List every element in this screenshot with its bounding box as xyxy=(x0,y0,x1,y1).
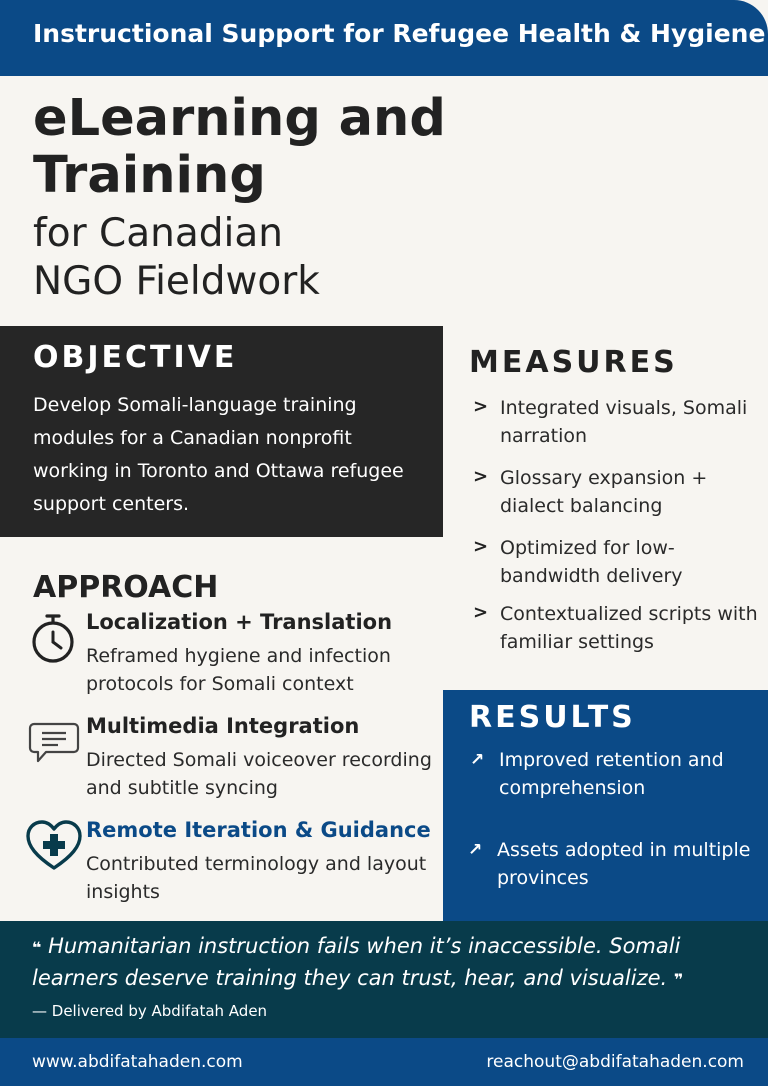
email-link[interactable]: reachout@abdifatahaden.com xyxy=(486,1052,744,1072)
approach-item-desc: Directed Somali voiceover recording and subtitle syncing xyxy=(86,749,432,799)
results-panel xyxy=(443,690,768,921)
page-subtitle-line1: for Canadian xyxy=(33,211,283,256)
chevron-right-icon: > xyxy=(473,466,489,487)
stopwatch-icon xyxy=(26,610,82,666)
objective-panel xyxy=(0,326,443,537)
objective-heading: OBJECTIVE xyxy=(33,340,238,375)
approach-item-title: Remote Iteration & Guidance xyxy=(86,818,431,842)
measures-item-text: Glossary expansion + dialect balancing xyxy=(500,467,708,517)
measures-item-text: Optimized for low-bandwidth delivery xyxy=(500,537,683,587)
page-subtitle-line2: NGO Fieldwork xyxy=(33,259,320,304)
measures-heading: MEASURES xyxy=(469,345,678,380)
footer xyxy=(0,1038,768,1086)
website-link[interactable]: www.abdifatahaden.com xyxy=(32,1052,243,1072)
approach-heading: APPROACH xyxy=(33,570,219,605)
heart-plus-icon xyxy=(26,818,82,874)
banner-title: Instructional Support for Refugee Health & Hygiene xyxy=(33,19,766,48)
measures-item-text: Contextualized scripts with familiar settings xyxy=(500,603,758,653)
chevron-right-icon: > xyxy=(473,602,489,623)
chevron-right-icon: > xyxy=(473,396,489,417)
approach-item-desc: Reframed hygiene and infection protocols for Somali context xyxy=(86,645,391,695)
objective-text: Develop Somali-language training modules for a Canadian nonprofit working in Toronto and Ottawa refugee support centers. xyxy=(33,394,404,515)
arrow-up-right-icon: ↗ xyxy=(470,750,485,770)
chevron-right-icon: > xyxy=(473,536,489,557)
approach-item-title: Multimedia Integration xyxy=(86,714,360,738)
open-quote-icon: ❝ xyxy=(32,938,42,957)
results-heading: RESULTS xyxy=(469,700,636,735)
close-quote-icon: ❞ xyxy=(673,970,684,989)
page-title xyxy=(33,90,446,204)
page-subtitle xyxy=(33,210,320,306)
chat-bubble-icon xyxy=(26,714,82,770)
results-item-text: Assets adopted in multiple provinces xyxy=(497,839,751,889)
quote-attribution: — Delivered by Abdifatah Aden xyxy=(32,1002,268,1020)
approach-item-desc: Contributed terminology and layout insights xyxy=(86,853,427,903)
quote-body: Humanitarian instruction fails when it’s inaccessible. Somali learners deserve training they can trust, hear, and visualize. xyxy=(32,934,681,990)
approach-item-title: Localization + Translation xyxy=(86,610,393,634)
results-item-text: Improved retention and comprehension xyxy=(499,749,724,799)
header-banner xyxy=(0,0,768,76)
arrow-up-right-icon: ↗ xyxy=(468,840,483,860)
quote-text xyxy=(32,931,752,995)
measures-item-text: Integrated visuals, Somali narration xyxy=(500,397,748,447)
page-title-line2: Training xyxy=(33,146,266,205)
quote-panel xyxy=(0,921,768,1038)
page-title-line1: eLearning and xyxy=(33,89,446,148)
